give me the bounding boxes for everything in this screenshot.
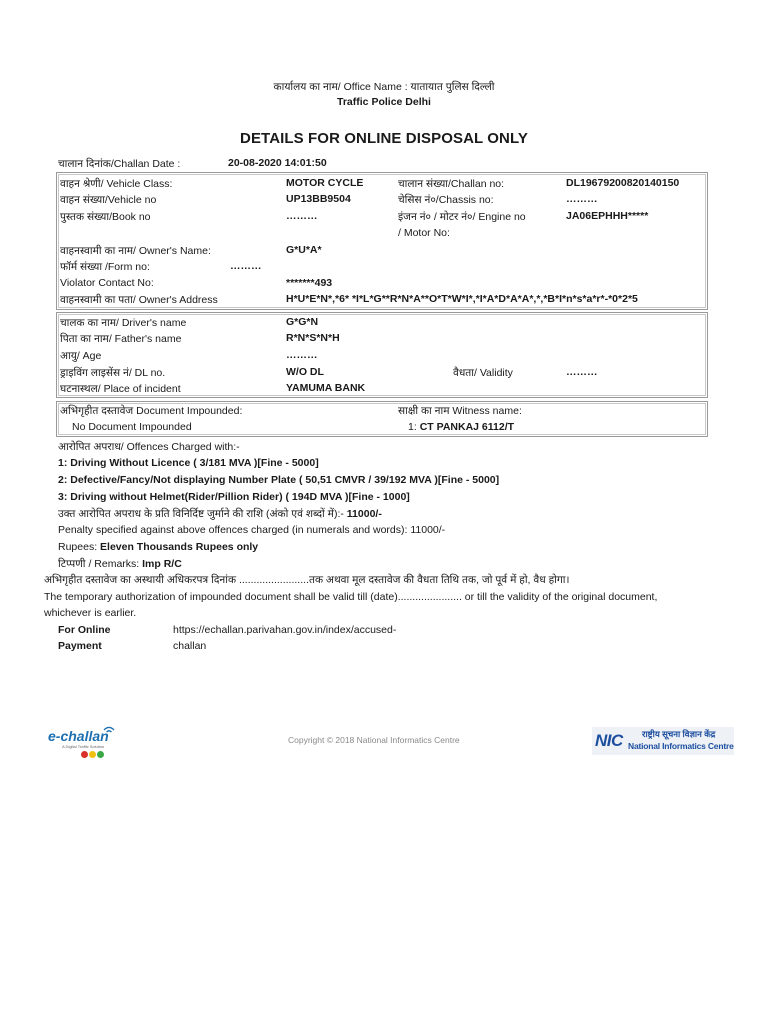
contact-label: Violator Contact No: <box>60 277 154 289</box>
rupees-value: Eleven Thousands Rupees only <box>100 541 259 553</box>
offences-heading: आरोपित अपराध/ Offences Charged with:- <box>58 441 240 453</box>
rupees-line <box>58 541 258 553</box>
vehicle-class-value: MOTOR CYCLE <box>286 177 364 189</box>
dl-value: W/O DL <box>286 366 324 378</box>
form-no-label: फॉर्म संख्या /Form no: <box>60 261 150 273</box>
payment-url-2[interactable]: challan <box>173 640 207 652</box>
chassis-label: चेसिस नं०/Chassis no: <box>398 194 494 206</box>
form-no-value: ……… <box>230 260 262 272</box>
engine-label-2: / Motor No: <box>398 227 450 239</box>
owner-name-label: वाहनस्वामी का नाम/ Owner's Name: <box>60 245 211 257</box>
nic-hindi-name: राष्ट्रीय सूचना विज्ञान केंद्र <box>642 729 716 739</box>
signal-red-dot <box>81 751 88 758</box>
owner-name-value: G*U*A* <box>286 244 322 256</box>
online-payment-label-1: For Online <box>58 624 111 636</box>
place-label: घटनास्थल/ Place of incident <box>60 383 181 395</box>
office-subtitle: Traffic Police Delhi <box>337 96 431 108</box>
father-name-value: R*N*S*N*H <box>286 332 340 344</box>
nic-english-name: National Informatics Centre <box>628 741 734 751</box>
challan-no-value: DL19679200820140150 <box>566 177 680 189</box>
echallan-tagline: A Digital Traffic Solution <box>62 744 105 749</box>
fine-total-label: उक्त आरोपित अपराध के प्रति विनिर्दिष्ट जुर्माने की राशि (अंको एवं शब्दों में):- <box>58 508 344 520</box>
witness-label: साक्षी का नाम Witness name: <box>398 405 522 417</box>
offence-item-1: 1: Driving Without Licence ( 3/181 MVA )[Fine - 5000] <box>58 457 319 469</box>
witness-name: CT PANKAJ 6112/T <box>419 421 515 433</box>
owner-address-label: वाहनस्वामी का पता/ Owner's Address <box>60 294 218 306</box>
nic-logo <box>592 727 734 755</box>
challan-date-value: 20-08-2020 14:01:50 <box>228 157 327 169</box>
remarks-label: टिप्पणी / Remarks: <box>58 558 140 570</box>
copyright: Copyright © 2018 National Informatics Centre <box>288 735 460 745</box>
age-label: आयु/ Age <box>60 350 102 362</box>
validity-note-hindi: अभिगृहीत दस्तावेज का अस्थायी अधिकरपत्र दिनांक ........................तक अथवा मूल दस्तावेज की वैधता तिथि तक, जो पूर्व में हो, वैध होगा। <box>44 574 570 586</box>
page-title: DETAILS FOR ONLINE DISPOSAL ONLY <box>240 130 528 147</box>
validity-value: ……… <box>566 366 598 378</box>
book-no-value: ……… <box>286 210 318 222</box>
echallan-logo <box>48 724 118 760</box>
remarks-line <box>58 557 182 571</box>
driver-name-label: चालक का नाम/ Driver's name <box>60 317 187 329</box>
vehicle-class-label: वाहन श्रेणी/ Vehicle Class: <box>60 178 173 190</box>
payment-url-1[interactable]: https://echallan.parivahan.gov.in/index/accused- <box>173 624 397 636</box>
fine-total-line <box>58 507 382 521</box>
document-impounded-value: No Document Impounded <box>72 421 192 433</box>
book-no-label: पुस्तक संख्या/Book no <box>60 211 151 223</box>
signal-yellow-dot <box>89 751 96 758</box>
fine-total-value: 11000/- <box>346 508 382 520</box>
vehicle-no-label: वाहन संख्या/Vehicle no <box>60 194 157 206</box>
place-value: YAMUMA BANK <box>286 382 366 394</box>
signal-green-dot <box>97 751 104 758</box>
document-impounded-label: अभिगृहीत दस्तावेज Document Impounded: <box>60 405 243 417</box>
validity-note-english-1: The temporary authorization of impounded document shall be valid till (date)...................... or till the validity of the original document, <box>44 591 658 603</box>
driver-name-value: G*G*N <box>286 316 319 328</box>
echallan-logo-text: e-challan <box>48 728 109 744</box>
owner-address-value: H*U*E*N*,*6* *I*L*G**R*N*A**O*T*W*I*,*I*A*D*A*A*,*,*B*I*n*s*a*r*-*0*2*5 <box>286 293 638 305</box>
remarks-value: Imp R/C <box>142 558 182 570</box>
validity-note-english-2: whichever is earlier. <box>44 607 137 619</box>
challan-no-label: चालान संख्या/Challan no: <box>398 178 505 190</box>
nic-mark: NIC <box>595 731 623 750</box>
witness-value <box>408 421 514 433</box>
office-name: कार्यालय का नाम/ Office Name : यातायात पुलिस दिल्ली <box>273 81 495 93</box>
age-value: ……… <box>286 349 318 361</box>
offence-item-2: 2: Defective/Fancy/Not displaying Number Plate ( 50,51 CMVR / 39/192 MVA )[Fine - 5000] <box>58 474 500 486</box>
validity-label: वैधता/ Validity <box>453 367 513 379</box>
vehicle-no-value: UP13BB9504 <box>286 193 351 205</box>
father-name-label: पिता का नाम/ Father's name <box>60 333 182 345</box>
contact-value: *******493 <box>286 277 333 289</box>
penalty-line: Penalty specified against above offences charged (in numerals and words): 11000/- <box>58 524 446 536</box>
online-payment-label-2: Payment <box>58 640 102 652</box>
wifi-icon <box>102 724 116 734</box>
offence-item-3: 3: Driving without Helmet(Rider/Pillion Rider) ( 194D MVA )[Fine - 1000] <box>58 491 410 503</box>
chassis-value: ……… <box>566 193 598 205</box>
challan-date-label: चालान दिनांक/Challan Date : <box>58 158 181 170</box>
dl-label: ड्राइविंग लाइसेंस नं/ DL no. <box>60 367 166 379</box>
rupees-label: Rupees: <box>58 541 98 553</box>
witness-prefix: 1: <box>408 421 417 433</box>
engine-label: इंजन नं० / मोटर नं०/ Engine no <box>398 211 526 223</box>
engine-value: JA06EPHHH***** <box>566 210 649 222</box>
